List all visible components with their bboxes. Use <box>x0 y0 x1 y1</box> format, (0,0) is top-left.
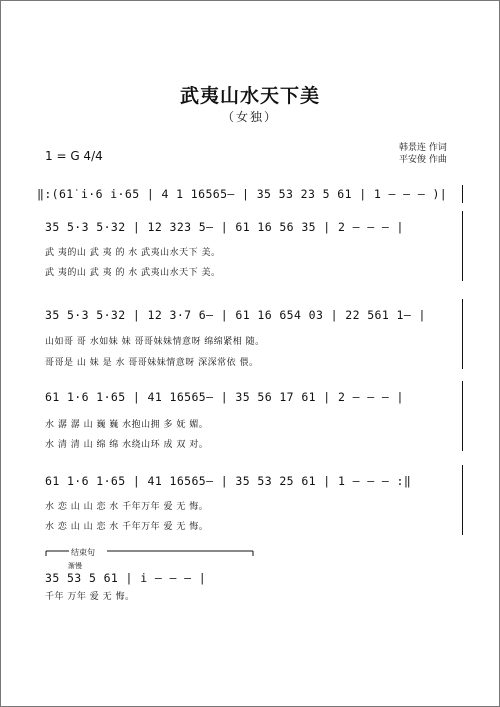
coda-label: 结束句 <box>71 548 95 557</box>
barline <box>462 381 463 451</box>
notation-line: 35 53 5 61 | i — — — | <box>45 571 207 585</box>
lyric-line: 水 潺 潺 山 巍 巍 水抱山拥 多 妩 媚。 <box>45 420 209 430</box>
lyric-line: 武 夷的山 武 夷 的 水 武夷山水天下 美。 <box>45 268 221 278</box>
barline <box>462 211 463 281</box>
barline <box>462 185 463 203</box>
performance-note: （女独） <box>221 110 278 124</box>
notation-line: 35 5·3 5·32 | 12 3·7 6— | 61 16 654 03 | 22 561 1— | <box>45 308 426 322</box>
lyric-line: 水 恋 山 山 恋 水 千年万年 爱 无 悔。 <box>45 522 209 532</box>
lyric-line: 山如哥 哥 水如妹 妹 哥哥妹妹情意呀 绵绵紧相 随。 <box>45 337 265 347</box>
song-title: 武夷山水天下美 <box>179 85 320 107</box>
notation-line: 61 1·6 1·65 | 41 16565— | 35 56 17 61 | 2 — — — | <box>45 390 404 404</box>
composer-credit: 平安俊 作曲 <box>399 155 447 165</box>
lyricist-credit: 韩景连 作词 <box>399 143 447 153</box>
notation-line: ‖:(6̇1̇ i·6 i·65 | 4 1 16565— | 35 53 23 5 61 | 1 — — — )| <box>37 187 448 201</box>
key-signature: 1 = G 4/4 <box>45 149 103 163</box>
lyric-line: 哥哥是 山 妹 是 水 哥哥妹妹情意呀 深深常依 偎。 <box>45 358 259 368</box>
lyric-line: 千年 万年 爱 无 悔。 <box>45 592 135 602</box>
lyric-line: 武 夷的山 武 夷 的 水 武夷山水天下 美。 <box>45 248 221 258</box>
ritardando-mark: 渐慢 <box>68 562 82 570</box>
barline <box>462 465 463 535</box>
lyric-line: 水 恋 山 山 恋 水 千年万年 爱 无 悔。 <box>45 502 209 512</box>
notation-line: 61 1·6 1·65 | 41 16565— | 35 53 25 61 | 1 — — — :‖ <box>45 474 412 488</box>
barline <box>462 299 463 369</box>
lyric-line: 水 清 清 山 绵 绵 水绕山环 成 双 对。 <box>45 440 209 450</box>
notation-line: 35 5·3 5·32 | 12 323 5— | 61 16 56 35 | 2 — — — | <box>45 220 404 234</box>
